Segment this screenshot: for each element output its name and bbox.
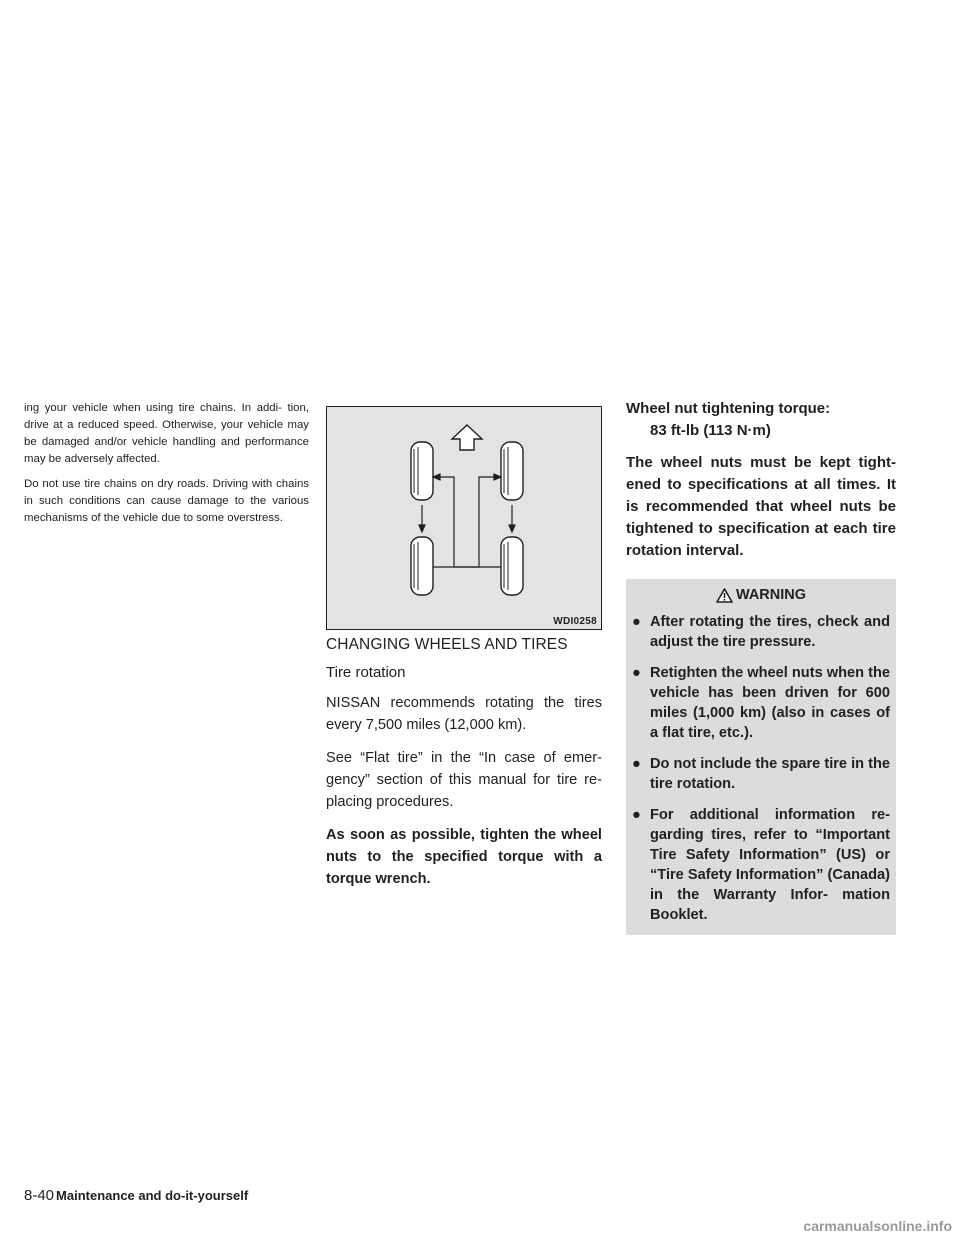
bullet-icon: ● [632, 807, 641, 823]
chains-paragraph: ing your vehicle when using tire chains. In addi- tion, drive at a reduced speed. Otherwise, your vehicle may be damaged and/or vehicle handling and performance may be adversely affected. [24, 402, 309, 465]
page-number: 8-40 [24, 1187, 55, 1204]
page-footer [24, 1187, 248, 1204]
subheading-tire-rotation: Tire rotation [326, 664, 406, 681]
bullet-icon: ● [632, 614, 641, 630]
right-column [626, 398, 896, 935]
left-cross-arrow [439, 477, 501, 567]
warning-item: ● Do not include the spare tire in the tire rotation. [632, 756, 891, 792]
warning-item: ● For additional information re- garding tires, refer to “Important Tire Safety Information” (US) or “Tire Safety Information” (Canada) in the Warranty Infor- mation Booklet. [632, 807, 890, 923]
rotation-interval-paragraph: NISSAN recommends rotating the tires every 7,500 miles (12,000 km). [326, 695, 602, 733]
wheel-nuts-paragraph: The wheel nuts must be kept tight- ened to specifications at all times. It is recommended that wheel nuts be tightened to specification at each tire rotation interval. [626, 454, 896, 559]
watermark-link[interactable]: carmanualsonline.info [803, 1218, 952, 1234]
right-cross-arrow [433, 477, 495, 567]
section-heading: CHANGING WHEELS AND TIRES [326, 636, 568, 653]
warning-item: ● Retighten the wheel nuts when the vehicle has been driven for 600 miles (1,000 km) (also in cases of a flat tire, etc.). [632, 665, 890, 741]
bullet-icon: ● [632, 665, 641, 681]
bullet-icon: ● [632, 756, 641, 772]
warning-list [632, 612, 890, 925]
flat-tire-reference-paragraph: See “Flat tire” in the “In case of emer- gency” section of this manual for tire re- placing procedures. [326, 750, 602, 810]
middle-column [326, 636, 602, 901]
tire-rotation-figure [326, 406, 602, 630]
tire-rotation-diagram [327, 407, 601, 629]
forward-arrow-icon [452, 425, 482, 450]
dry-roads-paragraph: Do not use tire chains on dry roads. Driving with chains in such conditions can cause damage to the various mechanisms of the vehicle due to some overstress. [24, 478, 309, 524]
warning-box [626, 579, 896, 935]
torque-instruction-paragraph: As soon as possible, tighten the wheel nuts to the specified torque with a torque wrench. [326, 827, 602, 887]
warning-triangle-icon [716, 588, 733, 603]
warning-title [632, 587, 890, 603]
torque-value: 83 ft-lb (113 N·m) [650, 422, 771, 439]
left-column [24, 400, 309, 535]
footer-section-name: Maintenance and do-it-yourself [56, 1188, 249, 1203]
torque-label: Wheel nut tightening torque: [626, 400, 831, 417]
warning-title-text: WARNING [735, 587, 807, 603]
warning-item: ● After rotating the tires, check and adjust the tire pressure. [632, 614, 890, 650]
figure-code: WDI0258 [553, 616, 597, 627]
